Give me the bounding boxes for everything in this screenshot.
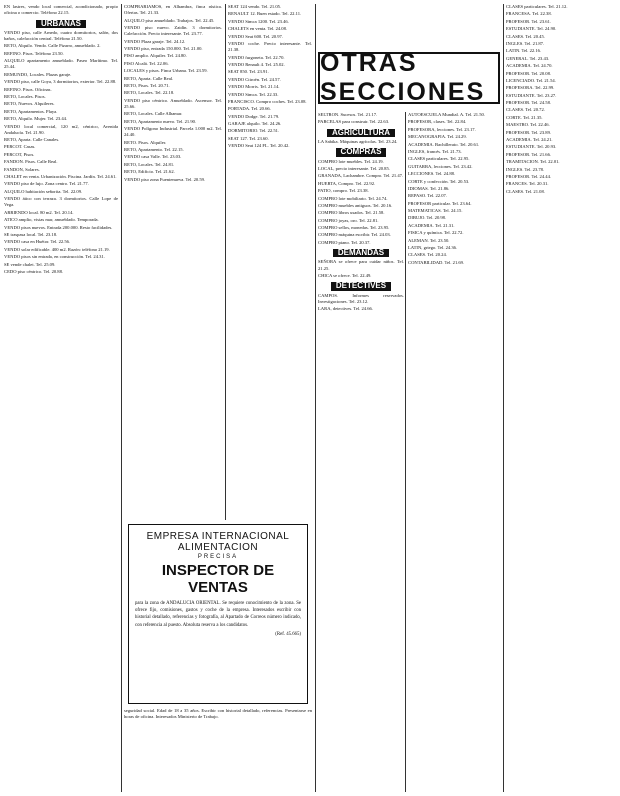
classifieds-column-3	[228, 4, 312, 524]
classified-ad: RETO, Nuevos. Alquileres.	[4, 101, 55, 107]
column-divider	[121, 4, 122, 792]
classified-ad: LOCALES y pisos. Finca Urbana. Tel. 23.59.	[124, 68, 208, 74]
classified-ad: GRANADA, Lachambre. Compro. Tel. 21.47.	[318, 173, 404, 179]
classified-ad: PISO amplio. Alquiler. Tel. 24.80.	[124, 53, 187, 59]
classified-ad: VENDO piso, calle Goya, 3 dormitorios, exterior. Tel. 22.88.	[4, 79, 117, 85]
classified-ad: LOCAL, precio interesante. Tel. 20.85.	[318, 165, 390, 171]
classified-ad: GUITARRA, lecciones. Tel. 23.42.	[408, 163, 473, 169]
classified-ad: PROFESORA. Tel. 22.99.	[506, 85, 555, 91]
section-heading: COMPRAS	[336, 148, 387, 156]
classified-ad: RETO, Alquilo. Mujer. Tel. 23.44.	[4, 116, 68, 122]
classified-ad: VENDO pisos nuevos. Entrada 200.000. Resto facilidades.	[4, 224, 113, 230]
classified-ad: COMPRARIAMOS, en Alhambra, finca rústica. Ofertas. Tel. 21.33.	[124, 4, 222, 16]
classified-ad: ACADEMIA. Tel. 21.31.	[408, 222, 455, 228]
classified-ad: VENDO Simca 1200. Tel. 23.46.	[228, 18, 289, 24]
classified-ad: VENDO Citroën. Tel. 24.57.	[228, 76, 281, 82]
classified-ad: HUERTA, Compro. Tel. 22.92.	[318, 180, 376, 186]
classified-ad: VENDO piso, calle Arnedo, cuatro dormitorios, salón, dos baños, calefacción central. Teléfono 21.50.	[4, 29, 118, 41]
section-header-box	[318, 49, 500, 106]
classified-ad: CLASES. Tel. 20.45.	[506, 33, 545, 39]
classified-ad: REPASO. Tel. 22.07.	[408, 193, 447, 199]
classified-ad: CLASES. Tel. 21.08.	[506, 188, 545, 194]
classified-ad: SEAT 124 vendo. Tel. 21.05.	[228, 4, 282, 9]
classified-ad: COMPRO lote mobiliario. Tel. 24.74.	[318, 195, 388, 201]
classified-ad: PROFESOR. Tel. 23.61.	[506, 18, 552, 24]
classified-ad: CLASES particulares. Tel. 21.12.	[506, 4, 568, 9]
classified-ad: PERCOT, Pisos.	[4, 151, 35, 157]
classified-ad: RETO, Aparta. Calle Canales.	[4, 137, 60, 143]
classified-ad: ESTUDIANTE. Tel. 24.90.	[506, 26, 557, 32]
classified-ad: INGLES, francés. Tel. 21.73.	[408, 148, 462, 154]
classified-ad: PROFESOR. Tel. 24.58.	[506, 100, 552, 106]
classified-ad: MATEMATICAS. Tel. 24.15.	[408, 208, 463, 214]
page-title: OTRAS SECCIONES	[320, 49, 486, 106]
classified-ad: EN lastres, vendo local comercial, acondicionado, propio oficina o comercio. Teléfono 22.15.	[4, 4, 118, 16]
classified-ad: RETO, Locales. Calle Alhamar.	[124, 111, 183, 117]
classified-ad: RETO, Apartamento nuevo. Tel. 21.90.	[124, 118, 197, 124]
classified-ad: RETO, Locales. Tel. 24.81.	[124, 161, 175, 167]
classified-ad: PROFESOR. Tel. 23.89.	[506, 129, 552, 135]
classified-ad: VENDO Simca. Tel. 22.33.	[228, 91, 279, 97]
classified-ad: RETO, Alquilo. Vendo. Calle Pizarro, amueblado. 2.	[4, 43, 101, 49]
classified-ad: ACADEMIA. Bachillerato. Tel. 20.61.	[408, 141, 480, 147]
classified-ad: LATIN, griego. Tel. 24.36.	[408, 245, 458, 251]
classified-ad: LICENCIADO. Tel. 21.54.	[506, 77, 556, 83]
classified-ad: VENDO Plaza garaje. Tel. 24.12.	[124, 38, 186, 44]
ad-reference: (Ref. 45.665)	[275, 631, 301, 637]
classified-ad: TRAMITACION. Tel. 22.01.	[506, 159, 560, 165]
classified-ad: VENDO piso céntrico. Amueblado. Ascensor. Tel. 25.66.	[124, 97, 222, 109]
classified-ad: SE traspasa local. Tel. 23.18.	[4, 231, 58, 237]
classified-ad: VENDO pisos sin entrada, en construcción. Tel. 24.31.	[4, 254, 105, 260]
section-heading: DETECTIVES	[331, 282, 391, 290]
ad-sector-line: ALIMENTACION	[177, 542, 259, 553]
classified-ad: ATICO amplio, vistas mar, amueblado. Temporada.	[4, 217, 99, 223]
classified-ad: ESTUDIANTE. Tel. 23.27.	[506, 92, 557, 98]
classified-ad: INGLES. Tel. 21.87.	[506, 40, 545, 46]
classified-ad: seguridad social. Edad de 18 a 35 años. Escribir con historial detallado, referencias. Presentarse en horas de oficina. Interesados Ministerio de Trabajo.	[124, 708, 312, 720]
classified-ad: FRANCESA. Tel. 22.38.	[506, 11, 552, 17]
classified-ad: VENDO piso nuevo. Zaidín. 3 dormitorios. Calefacción. Precio interesante. Tel. 23.77.	[124, 24, 222, 37]
classified-ad: VENDO casa en Huétor. Tel. 22.56.	[4, 239, 71, 245]
classified-ad: REFINO. Pisos. Oficinas.	[4, 86, 52, 92]
section-heading: AGRICULTURA	[327, 129, 395, 137]
classified-ad: RETO, Apartamento. Tel. 22.15.	[124, 147, 184, 153]
classified-ad: SEAT 127. Tel. 23.60.	[228, 135, 269, 141]
classified-ad: FANDON, Solares.	[4, 166, 40, 172]
classified-ad: ALQUILO apartamento amueblado. Paseo Marítimo. Tel. 25.44.	[4, 58, 118, 70]
classified-ad: DIBUJO. Tel. 20.98.	[408, 215, 447, 221]
classified-ad: RETO, Locales. Tel. 22.18.	[124, 90, 175, 96]
classified-ad: GARAJE alquilo. Tel. 24.26.	[228, 121, 282, 127]
classified-ad: PROFESOR particular. Tel. 23.64.	[408, 200, 472, 206]
classifieds-column-1	[4, 4, 118, 792]
classified-ad: ACADEMIA. Tel. 24.70.	[506, 63, 553, 69]
classified-ad: RETO, Pisos. Tel. 20.71.	[124, 82, 170, 88]
classified-ad: ACADEMIA. Tel. 24.21.	[506, 137, 553, 143]
classified-ad: VENDO piso zona Fuentenueva. Tel. 20.59.	[124, 176, 206, 182]
classified-ad: PROFESOR, clases. Tel. 22.84.	[408, 119, 467, 125]
section-heading-wrap	[318, 127, 404, 139]
classified-ad: PROFESOR. Tel. 24.44.	[506, 173, 552, 179]
classified-ad: VENDO Renault 4. Tel. 25.02.	[228, 61, 285, 67]
column-divider	[225, 4, 226, 520]
classified-ad: VENDO solar edificable. 400 m2. Razón: teléfono 21.19.	[4, 246, 110, 252]
classified-ad: VENDO Dodge. Tel. 21.79.	[228, 113, 280, 119]
classified-ad: ARRIENDO local. 80 m2. Tel. 20.14.	[4, 209, 74, 215]
classified-ad: VENDO ático con terraza. 3 dormitorios. Calle Lope de Vega.	[4, 196, 118, 208]
classified-ad: COMPRO muebles antiguos. Tel. 20.16.	[318, 202, 393, 208]
classifieds-column-2-bottom	[124, 708, 312, 792]
classified-ad: VENDO Seat 124 FL. Tel. 20.42.	[228, 143, 290, 149]
classifieds-column-5	[408, 112, 500, 792]
classified-ad: INGLES. Tel. 23.78.	[506, 166, 545, 172]
classified-ad: MECANOGRAFIA. Tel. 24.29.	[408, 134, 467, 140]
classified-ad: SEÑORA se ofrece para cuidar niños. Tel. 21.25.	[318, 259, 404, 271]
classified-ad: PORTADA. Tel. 20.66.	[228, 106, 271, 112]
classified-ad: GENERAL. Tel. 23.43.	[506, 55, 550, 61]
classified-ad: VENDO local comercial, 120 m2, céntrico, Avenida Andalucía. Tel. 21.90.	[4, 123, 118, 135]
classified-ad: COMPRO libros usados. Tel. 21.58.	[318, 210, 385, 216]
classified-ad: COMPRO sellos, monedas. Tel. 23.95.	[318, 225, 390, 231]
classified-ad: LECCIONES. Tel. 24.88.	[408, 171, 456, 177]
classified-ad: VENDO Seat 600. Tel. 20.97.	[228, 33, 283, 39]
classified-ad: PROFESOR. Tel. 20.08.	[506, 70, 552, 76]
section-heading-wrap	[318, 247, 404, 259]
section-heading: URBANAS	[36, 20, 86, 28]
classified-ad: RETO, Apartamentos. Playa.	[4, 108, 58, 114]
classified-ad: CHALET en venta. Urbanización. Piscina. Jardín. Tel. 24.61.	[4, 174, 117, 180]
classified-ad: PARCELAS para construir. Tel. 22.63.	[318, 119, 390, 125]
classified-ad: LA Sabika. Máquinas agrícolas. Tel. 23.24.	[318, 138, 398, 144]
classified-ad: VENDO furgoneta. Tel. 22.70.	[228, 54, 285, 60]
ad-body: para la zona de ANDALUCIA ORIENTAL. Se requiere conocimiento de la zona. Se ofrece fijo, comisiones, gastos y coche de la empresa. Interesados escribir con historial detallado, referencias y fotografía, al Apartado de Correos número indicado, con referencia al puesto. Absoluta reserva a los candidatos.	[135, 601, 301, 628]
classified-ad: COMPRO máquina escribir. Tel. 24.03.	[318, 232, 391, 238]
ad-company-line: EMPRESA INTERNACIONAL	[146, 531, 290, 542]
classifieds-column-6	[506, 4, 616, 792]
classified-ad: VENDO Morris. Tel. 21.14.	[228, 84, 280, 90]
classified-ad: RENAULT 12. Buen estado. Tel. 22.11.	[228, 11, 302, 17]
column-divider	[405, 112, 406, 792]
section-heading-wrap	[318, 280, 404, 292]
classified-ad: ALQUILO piso amueblado. Trabajos. Tel. 22.45.	[124, 17, 215, 23]
section-heading-wrap	[318, 146, 404, 158]
classified-ad: PATIO, compro. Tel. 23.38.	[318, 188, 369, 194]
ad-precisa-line: PRECISA	[197, 554, 239, 560]
ad-job-title: INSPECTOR DE VENTAS	[161, 562, 275, 596]
classified-ad: FISICA y química. Tel. 22.72.	[408, 230, 464, 236]
classified-ad: COMPRO piano. Tel. 20.37.	[318, 239, 371, 245]
classified-ad: CEDO piso céntrico. Tel. 20.88.	[4, 268, 64, 274]
classified-ad: CLASES. Tel. 20.72.	[506, 107, 545, 113]
classified-ad: SEAT 850. Tel. 23.91.	[228, 69, 269, 75]
classified-ad: IDIOMAS. Tel. 21.86.	[408, 185, 450, 191]
classified-ad: PERCOT. Casas.	[4, 144, 36, 150]
classified-ad: COMPRO joyas, oro. Tel. 22.81.	[318, 217, 379, 223]
classified-ad: FRANCES. Tel. 20.31.	[506, 181, 549, 187]
classifieds-column-4	[318, 112, 404, 792]
classified-ad: CORTE y confección. Tel. 20.53.	[408, 178, 470, 184]
classified-ad: VENDO coche. Precio interesante. Tel. 21.38.	[228, 40, 312, 53]
classified-ad: RETO. Pisos. Alquiler.	[124, 139, 167, 145]
section-heading: DEMANDAS	[333, 249, 389, 257]
classified-ad: FANDON. Pisos. Calle Real.	[4, 159, 58, 165]
classified-ad: PISO Alcalá. Tel. 22.06.	[124, 60, 169, 66]
classified-ad: AUTOESCUELA Mundial. A. Tel. 21.50.	[408, 112, 485, 117]
classified-ad: RETO, Aparta. Calle Real.	[124, 75, 174, 81]
classified-ad: SE vende chalet. Tel. 25.09.	[4, 261, 56, 267]
classified-ad: CLASES. Tel. 20.24.	[408, 252, 447, 258]
classified-ad: VENDO piso de lujo. Zona centro. Tel. 21.77.	[4, 181, 89, 187]
classified-ad: PROFESORA, lecciones. Tel. 23.17.	[408, 126, 476, 132]
classified-ad: CHALETS en venta. Tel. 24.08.	[228, 26, 288, 32]
classified-ad: VENDO casa Valle. Tel. 23.03.	[124, 154, 182, 160]
job-advertisement	[128, 524, 308, 704]
classified-ad: REFINO. Pisos. Teléfono 23.50.	[4, 50, 64, 56]
classified-ad: RETO, Locales. Pisos.	[4, 93, 46, 99]
column-divider	[503, 4, 504, 792]
classified-ad: REMUNDO, Locales. Plazas garaje.	[4, 71, 72, 77]
classifieds-column-2	[124, 4, 222, 524]
classified-ad: SELTRON. Sucesos. Tel. 21.17.	[318, 112, 378, 117]
column-divider	[315, 4, 316, 792]
classified-ad: COMPRO lote muebles. Tel. 24.19.	[318, 158, 384, 164]
classified-ad: FRANCISCO. Compro coches. Tel. 23.08.	[228, 98, 307, 104]
classified-ad: ALEMAN. Tel. 23.50.	[408, 237, 450, 243]
classified-ad: CONTABILIDAD. Tel. 21.69.	[408, 259, 465, 265]
classified-ad: DORMITORIO. Tel. 22.51.	[228, 128, 280, 134]
classified-ad: ALQUILO habitación señorita. Tel. 22.09.	[4, 188, 83, 194]
section-heading-wrap	[4, 18, 118, 30]
classified-ad: PROFESOR. Tel. 21.66.	[506, 151, 552, 157]
classified-ad: CORTE. Tel. 21.35.	[506, 114, 543, 120]
classified-ad: LATIN. Tel. 22.16.	[506, 48, 542, 54]
classified-ad: CHICA se ofrece. Tel. 22.49.	[318, 273, 372, 279]
classified-ad: RETO, Edificio. Tel. 21.62.	[124, 169, 175, 175]
classified-ad: VENDO Polígono Industrial. Parcela 1.000 m2. Tel. 24.40.	[124, 126, 222, 138]
classified-ad: CAMPOS. Informes reservados. Investigaciones. Tel. 23.12.	[318, 292, 404, 304]
classified-ad: MAESTRO. Tel. 22.46.	[506, 122, 550, 128]
classified-ad: CLASES particulares. Tel. 22.95.	[408, 156, 470, 162]
classified-ad: ESTUDIANTE. Tel. 20.93.	[506, 144, 557, 150]
classified-ad: VENDO piso, entrada 150.000. Tel. 21.00.	[124, 45, 203, 51]
classified-ad: LARA, detectives. Tel. 24.66.	[318, 306, 373, 312]
